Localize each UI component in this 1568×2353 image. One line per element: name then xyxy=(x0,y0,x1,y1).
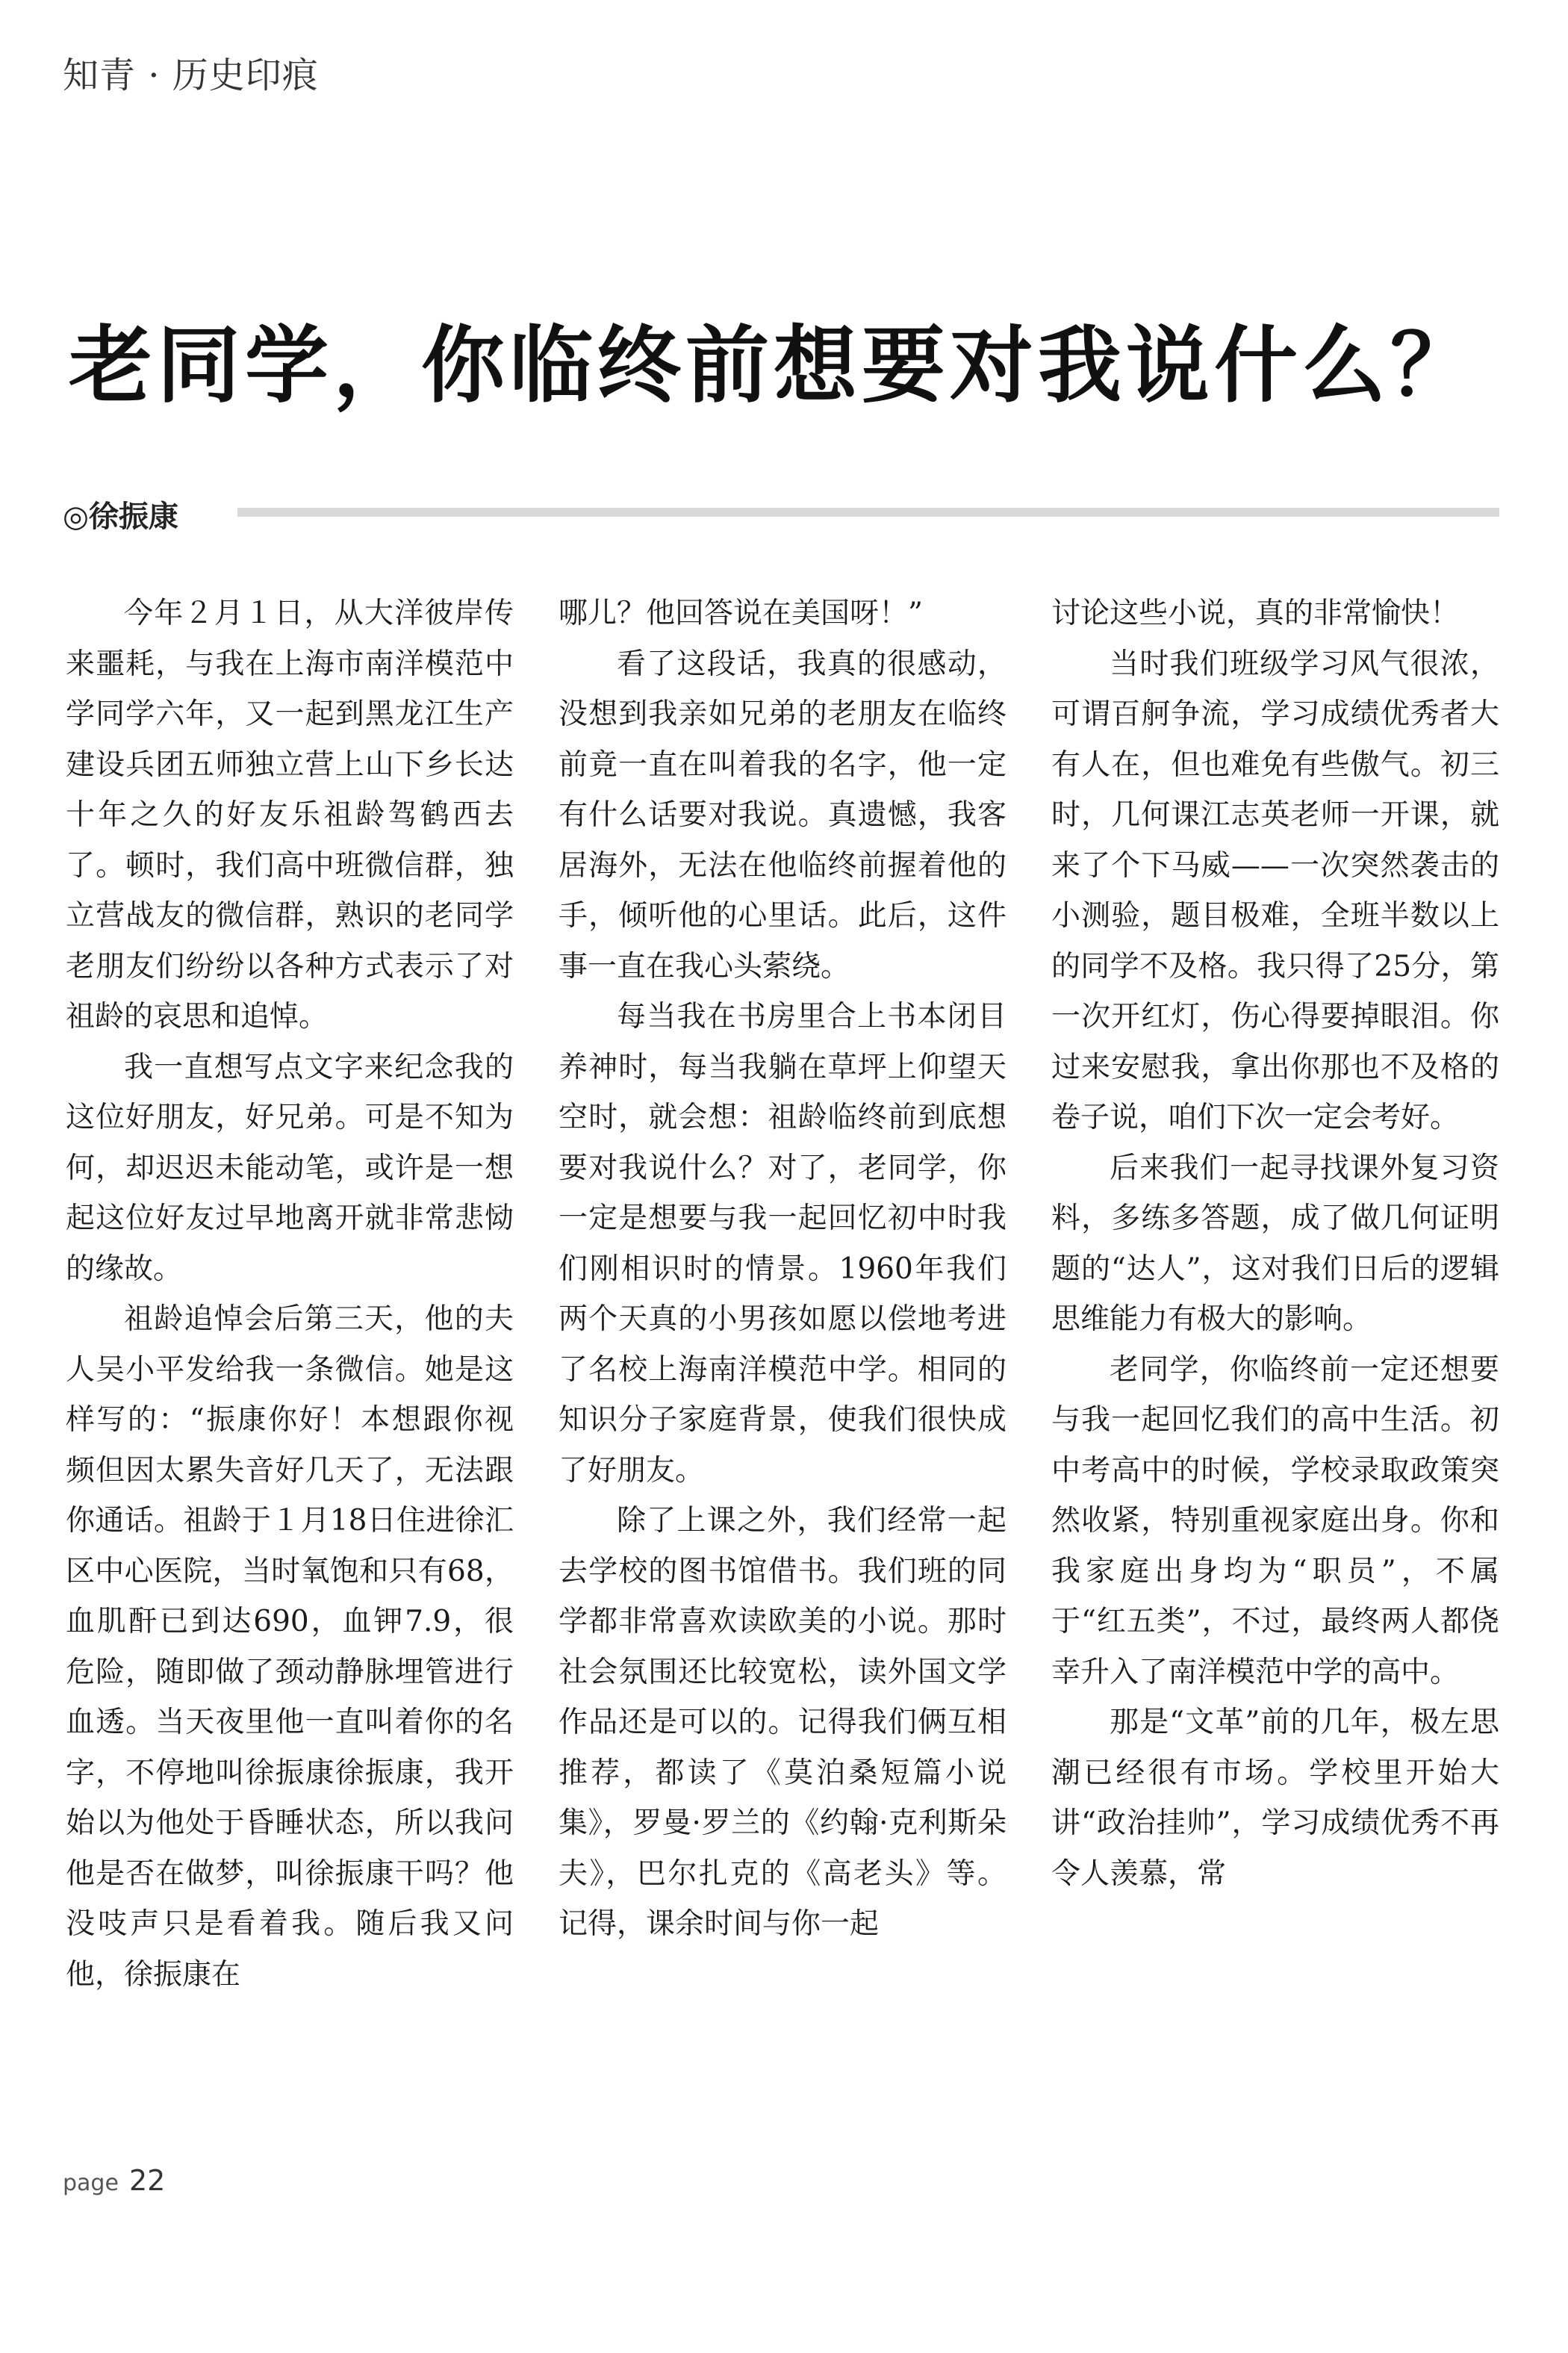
paragraph: 除了上课之外，我们经常一起去学校的图书馆借书。我们班的同学都非常喜欢读欧美的小说。那时社会氛围还比较宽松，读外国文学作品还是可以的。记得我们俩互相推荐，都读了《莫泊桑短篇小说集》，罗曼·罗兰的《约翰·克利斯朵夫》，巴尔扎克的《高老头》等。记得，课余时间与你一起 xyxy=(559,1504,1007,1941)
byline-divider xyxy=(237,508,1499,517)
paragraph: 每当我在书房里合上书本闭目养神时，每当我躺在草坪上仰望天空时，就会想：祖龄临终前到底想要对我说什么？对了，老同学，你一定是想要与我一起回忆初中时我们刚相识时的情景。1960年我们两个天真的小男孩如愿以偿地考进了名校上海南洋模范中学。相同的知识分子家庭背景，使我们很快成了好朋友。 xyxy=(559,1000,1007,1488)
paragraph: 那是“文革”前的几年，极左思潮已经很有市场。学校里开始大讲“政治挂帅”，学习成绩优秀不再令人羡慕，常 xyxy=(1051,1706,1499,1891)
article-title: 老同学，你临终前想要对我说什么？ xyxy=(69,317,1478,414)
paragraph-continued: 哪儿？他回答说在美国呀！” xyxy=(559,597,923,630)
paragraph: 后来我们一起寻找课外复习资料，多练多答题，成了做几何证明题的“达人”，这对我们日后的逻辑思维能力有极大的影响。 xyxy=(1051,1151,1499,1336)
page-footer xyxy=(63,2164,165,2197)
paragraph: 今年２月１日，从大洋彼岸传来噩耗，与我在上海市南洋模范中学同学六年，又一起到黑龙江生产建设兵团五师独立营上山下乡长达十年之久的好友乐祖龄驾鹤西去了。顿时，我们高中班微信群，独立营战友的微信群，熟识的老同学老朋友们纷纷以各种方式表示了对祖龄的哀思和追悼。 xyxy=(66,597,514,1033)
section-header: 知青 · 历史印痕 xyxy=(63,55,319,96)
author-byline: ◎徐振康 xyxy=(63,500,178,534)
text-column-3 xyxy=(1051,588,1499,1899)
paragraph: 当时我们班级学习风气很浓，可谓百舸争流，学习成绩优秀者大有人在，但也难免有些傲气。初三时，几何课江志英老师一开课，就来了个下马威——一次突然袭击的小测验，题目极难，全班半数以上的同学不及格。我只得了25分，第一次开红灯，伤心得要掉眼泪。你过来安慰我，拿出你那也不及格的卷子说，咱们下次一定会考好。 xyxy=(1051,647,1499,1134)
page-number: 22 xyxy=(128,2164,166,2197)
paragraph: 看了这段话，我真的很感动，没想到我亲如兄弟的老朋友在临终前竟一直在叫着我的名字，他一定有什么话要对我说。真遗憾，我客居海外，无法在他临终前握着他的手，倾听他的心里话。此后，这件事一直在我心头萦绕。 xyxy=(559,647,1007,983)
paragraph: 我一直想写点文字来纪念我的这位好朋友，好兄弟。可是不知为何，却迟迟未能动笔，或许是一想起这位好友过早地离开就非常悲恸的缘故。 xyxy=(66,1050,514,1286)
text-column-1 xyxy=(66,588,514,2000)
paragraph: 祖龄追悼会后第三天，他的夫人吴小平发给我一条微信。她是这样写的：“振康你好！本想跟你视频但因太累失音好几天了，无法跟你通话。祖龄于１月18日住进徐汇区中心医院，当时氧饱和只有68，血肌酐已到达690，血钾7.9，很危险，随即做了颈动静脉埋管进行血透。当天夜里他一直叫着你的名字，不停地叫徐振康徐振康，我开始以为他处于昏睡状态，所以我问他是否在做梦，叫徐振康干吗？他没吱声只是看着我。随后我又问他，徐振康在 xyxy=(66,1302,514,1992)
paragraph-continued: 讨论这些小说，真的非常愉快！ xyxy=(1051,597,1460,630)
paragraph: 老同学，你临终前一定还想要与我一起回忆我们的高中生活。初中考高中的时候，学校录取政策突然收紧，特别重视家庭出身。你和我家庭出身均为“职员”，不属于“红五类”，不过，最终两人都侥幸升入了南洋模范中学的高中。 xyxy=(1051,1352,1499,1689)
text-column-2 xyxy=(559,588,1007,1950)
page-label: page xyxy=(63,2170,119,2196)
